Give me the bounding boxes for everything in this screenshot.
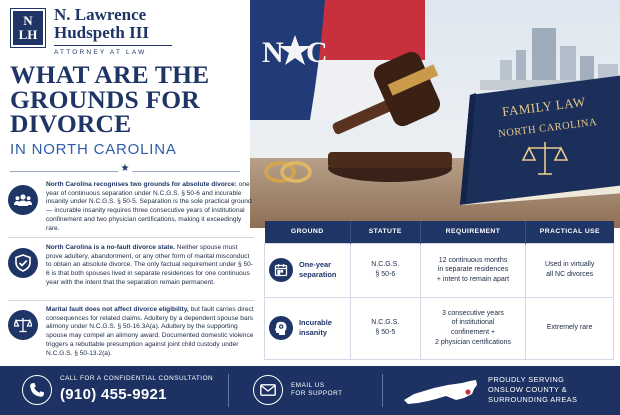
consultation-label: CALL FOR A CONFIDENTIAL CONSULTATION — [60, 375, 214, 382]
svg-text:C: C — [306, 36, 328, 69]
section-divider — [8, 237, 254, 238]
col-header-practical-use: PRACTICAL USE — [526, 221, 614, 243]
page-subtitle: IN NORTH CAROLINA — [10, 141, 177, 158]
requirement-line: 3 consecutive years — [442, 309, 504, 317]
use-line: Used in virtually — [544, 261, 595, 269]
cell-statute — [350, 243, 420, 297]
brain-head-icon — [269, 316, 293, 340]
table-row — [265, 297, 614, 359]
book-title: FAMILY LAW — [501, 93, 587, 120]
ground-block-3 — [8, 306, 254, 358]
cell-statute — [350, 297, 420, 359]
service-area-line: ONSLOW COUNTY & — [488, 385, 567, 394]
statute-line: N.C.G.S. — [371, 261, 400, 269]
book-shape — [450, 75, 620, 205]
requirement-line: + intent to remain apart — [436, 275, 510, 283]
ground-name-line: One-year — [299, 260, 332, 270]
wedding-rings-icon — [258, 150, 318, 190]
ground-name-line: Incurable — [299, 318, 332, 328]
statute-line: § 50-5 — [375, 329, 396, 336]
title-line-3: DIVORCE — [10, 109, 132, 138]
logo-initial-top: N — [23, 13, 33, 28]
service-area-line: PROUDLY SERVING — [488, 375, 565, 384]
hero-image — [250, 0, 620, 228]
ground-block-2 — [8, 244, 254, 288]
ground-name-line: insanity — [299, 328, 327, 337]
ground-block-1 — [8, 181, 254, 233]
cell-practical-use — [526, 243, 614, 297]
firm-logo — [10, 8, 46, 48]
grounds-comparison-table — [264, 221, 614, 360]
section-divider — [8, 300, 254, 301]
requirement-line: in separate residences — [437, 266, 509, 274]
shield-check-icon — [8, 248, 38, 278]
use-line: Extremely rare — [546, 324, 593, 332]
ground-name — [299, 318, 332, 337]
ground-text-3 — [46, 306, 254, 358]
ground-name — [299, 260, 336, 279]
cell-practical-use — [526, 297, 614, 359]
firm-name-line1: N. Lawrence — [54, 5, 147, 24]
ground-body-1: one year of continuous separation under N.C.G.S. § 50-6 and incurable insanity under N.C.G.S. § 50-5. Separation is the sole practical ground — incurable insanity requires three consecutive years of institutional confinement and two physician certifications, making it exceedingly rare. — [46, 181, 252, 232]
col-header-statute: STATUTE — [350, 221, 420, 243]
col-header-requirement: REQUIREMENT — [420, 221, 526, 243]
requirement-line: 12 continuous months — [438, 256, 508, 264]
title-divider — [10, 163, 240, 175]
title-line-2: GROUNDS FOR — [10, 84, 200, 114]
logo-initial-bottom: LH — [18, 27, 38, 42]
envelope-icon[interactable] — [253, 375, 283, 405]
star-icon: ★ — [118, 163, 132, 174]
requirement-line: of institutional — [451, 319, 495, 327]
people-icon — [8, 185, 38, 215]
cell-ground — [265, 243, 351, 297]
statute-line: N.C.G.S. — [371, 319, 400, 327]
nc-state-map-icon — [404, 378, 478, 404]
phone-number-link[interactable]: (910) 455-9921 — [60, 386, 167, 403]
firm-branding — [54, 6, 172, 56]
phone-icon[interactable] — [22, 375, 52, 405]
email-label-line2: FOR SUPPORT — [291, 390, 343, 397]
service-area-line: SURROUNDING AREAS — [488, 395, 578, 404]
scales-icon — [8, 310, 38, 340]
logo-monogram — [13, 11, 43, 45]
statute-line: § 50-6 — [375, 271, 396, 278]
calendar-icon — [269, 258, 293, 282]
ground-lead-3: Marital fault does not affect divorce eligibility, — [46, 306, 189, 313]
requirement-line: 2 physician certifications — [435, 338, 511, 346]
ground-text-1 — [46, 181, 254, 233]
footer-divider — [382, 374, 383, 407]
ground-body-3: but fault carries direct consequences for related claims. Adultery by a dependent spouse bars alimony under N.C.G.S. § 50-16.3A(a). Adultery by the supporting spouse may compel an alimony award. Documented domestic violence triggers a rebuttable presumption against joint child custody under N.C.G.S. § 50-13.2(a). — [46, 306, 254, 357]
title-line-1: WHAT ARE THE — [10, 60, 210, 89]
service-area — [488, 375, 577, 405]
requirement-line: confinement + — [450, 329, 496, 336]
family-law-book — [450, 75, 620, 205]
page-title — [10, 60, 250, 138]
email-link[interactable] — [291, 382, 343, 398]
cell-requirement — [420, 243, 526, 297]
contact-footer — [0, 366, 620, 415]
cell-requirement — [420, 297, 526, 359]
ground-lead-2: North Carolina is a no-fault divorce state. — [46, 244, 175, 251]
col-header-ground: GROUND — [265, 221, 351, 243]
firm-subtitle: ATTORNEY AT LAW — [54, 45, 172, 56]
use-line: all NC divorces — [546, 271, 594, 278]
footer-divider — [228, 374, 229, 407]
cell-ground — [265, 297, 351, 359]
table-header-row — [265, 221, 614, 243]
book-subtitle: NORTH CAROLINA — [497, 116, 598, 141]
table-row — [265, 243, 614, 297]
ground-text-2 — [46, 244, 254, 288]
svg-text:N: N — [262, 36, 284, 69]
email-label-line1: EMAIL US — [291, 382, 325, 389]
ground-lead-1: North Carolina recognises two grounds for absolute divorce: — [46, 181, 237, 188]
firm-name-line2: Hudspeth III — [54, 23, 149, 42]
ground-name-line: separation — [299, 270, 337, 279]
ground-body-2: Neither spouse must prove adultery, abandonment, or any other form of marital misconduct to obtain an absolute divorce. The only factual requirement under § 50-6 is that both spouses lived in separate residences for one continuous year with the intent that the separation remain permanent. — [46, 244, 253, 286]
